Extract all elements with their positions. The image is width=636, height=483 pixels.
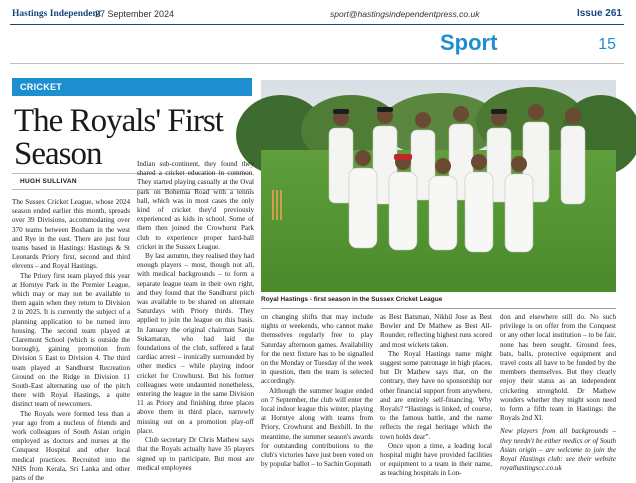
photo-caption: Royal Hastings - first season in the Sussex Cricket League [261,296,443,303]
article-column-4 [380,313,492,479]
byline: HUGH SULLIVAN [20,178,77,185]
issue-number: Issue 261 [576,8,622,19]
masthead [0,0,636,55]
paragraph: The Royals were formed less than a year ago from a nucleus of friends and work colleagues of South Asian origin employed as doctors and nurses at the Conquest Hospital and other local medical practices. Recruited into the NHS from Kerala, Sri Lanka and other parts of the [12,409,130,483]
page-number: 15 [598,36,616,53]
paragraph: Indian sub-continent, they found they shared a cricket education in common. They started playing casually at the Oval park on Bohemia Road with a tennis ball, which was in most cases the only kind of cricket they'd previously experienced as kids in school. Some of them then joined the Crowhurst Park club to experience proper hard-ball cricket in the Sussex League. [137,160,254,251]
paragraph: Once upon a time, a leading local hospital might have provided facilities or equipment to a team in their name, as teaching hospitals in Lon- [380,441,492,478]
contact-email[interactable]: sport@hastingsindependentpress.co.uk [330,9,480,19]
paragraph: don and elsewhere still do. No such privilege is on offer from the Conquest or any other local institution – to be fair, none has been sought. Ground fees, bats, balls, protective equipment and travel costs all have to be funded by the members themselves. But they clearly enjoy their status as an independent cricketing stronghold. Dr Mathew wonders whether they might soon need to form a fifth team in Hastings: the Royals 2nd XI. [500,313,616,423]
paragraph: By last autumn, they realised they had enough players – most, though not all, with medical backgrounds – to form a separate league team in their own right, and they found that the Sandhurst pitch was available to be shared on alternate Saturdays with Priory thirds. They applied to join the league on this basis. In January the original chairman Sanju Sukamaran, who had laid the foundations of the club, suffered a fatal cardiac arrest – ironically surrounded by other medics – while playing indoor cricket for Crowhurst. But his former colleagues were undaunted nonetheless, entering the league in the same Division 11 as Priory and finishing three places above them in third place, narrowly missing out on a promotion play-off place. [137,252,254,435]
closing-note: New players from all backgrounds – they needn't be either medics or of South Asian origin – are welcome to join the Royal Hastings club: see their website royalhastingscc.co.uk [500,427,616,473]
section-title: Sport [440,30,498,55]
article-column-3 [261,313,373,469]
paragraph: Club secretary Dr Chris Mathew says that the Royals actually have 35 players signed up to participate. But most are medical employees [137,436,254,472]
paragraph: Although the summer league ended on 7 September, the club will enter the local indoor league this winter, playing at Horntye along with teams from Priory, Crowhurst and Bexhill. In the meantime, the summer season's awards for outstanding contributions to the club's victories have just been voted on by popular ballot – to Sachin Gopinath [261,386,373,469]
article-column-1 [12,198,130,483]
masthead-rule [10,24,624,25]
headline: The Royals' First Season [14,103,223,172]
paragraph: The Sussex Cricket League, whose 2024 season ended earlier this month, spreads over 39 Divisions, accommodating over 370 teams between Bosham in the west and Rye in the east. There are just four teams based in Hastings: Hastings & St Leonards Priory first, second and third elevens – and Royal Hastings. [12,198,130,271]
paragraph: as Best Batsman, Nikhil Jose as Best Bowler and Dr Mathew as Best All-Rounder, reflecting highest runs scored and most wickets taken. [380,313,492,349]
caption-rule [261,308,616,309]
paragraph: on changing shifts that may include nights or weekends, who cannot make themselves regularly free to play Saturday afternoon games. Availability for the next fixture has to be signalled on the Monday or Tuesday of the week in question, then the team is selected accordingly. [261,313,373,386]
paragraph: The Priory first team played this year at Horntye Park in the Premier League, which may or may not be available to them again when they return to Division 2 in 2025. It is currently the subject of a planning application to be turned into housing. The second team played at Claremont School (which is outside the borough), gaining promotion from Division 5 East to Division 4. The third team played at Sandhurst Recreation Ground on the Ridge in Division 11 South-East alternating use of the pitch there with Royal Hastings, a quite distinct team of newcomers. [12,271,130,409]
section-rule [10,63,624,64]
publication-name: Hastings Independent [12,9,101,19]
issue-date: 27 September 2024 [95,9,175,19]
article-column-2 [137,160,254,473]
article-column-5 [500,313,616,473]
section-tag: CRICKET [12,78,252,96]
team-photo-illustration [261,80,616,292]
paragraph: The Royal Hastings name might suggest some patronage in high places, but Dr Mathew says that, on the contrary, they have no sponsorship nor other financial support from anywhere, and are entirely self-financing. Why Royals? “Hastings is linked, of course, to the famous battle, and the name reflects the regal heritage which the town holds dear”. [380,349,492,441]
team-photo [261,80,616,292]
